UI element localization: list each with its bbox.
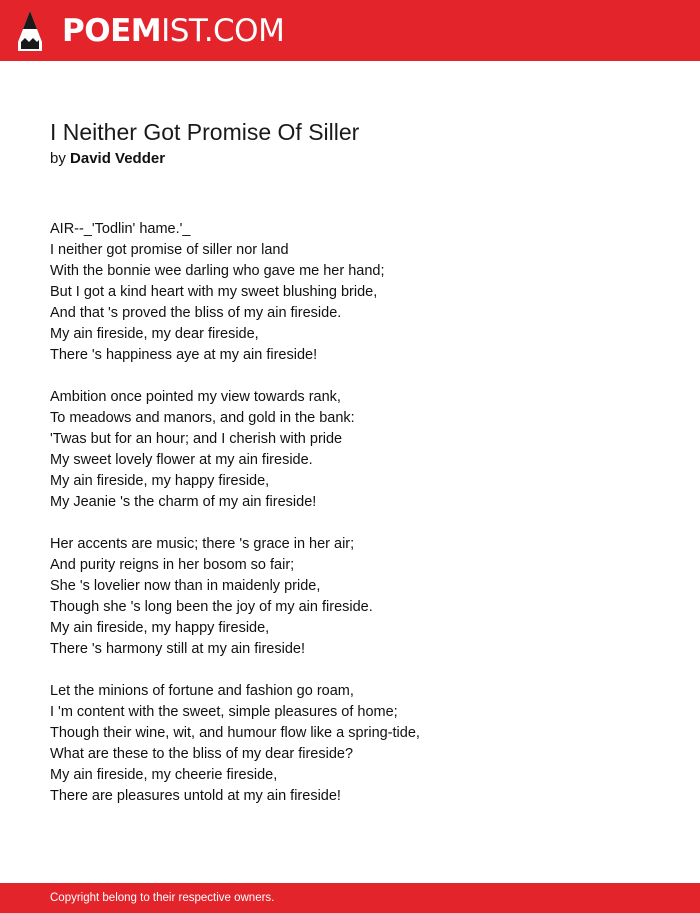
poem-line: AIR--_'Todlin' hame.'_: [50, 221, 191, 237]
poem-line: There 's happiness aye at my ain fireside!: [50, 347, 318, 363]
poem-line: To meadows and manors, and gold in the bank:: [50, 410, 355, 426]
poem-line: There are pleasures untold at my ain fireside!: [50, 788, 341, 804]
logo-text-light: IST.COM: [161, 13, 285, 49]
copyright-text: Copyright belong to their respective owners.: [50, 892, 275, 904]
poem-line: But I got a kind heart with my sweet blushing bride,: [50, 284, 378, 300]
poem-line: There 's harmony still at my ain fireside!: [50, 641, 305, 657]
logo-text-bold: POEM: [62, 13, 162, 49]
poem-stanza: [50, 387, 670, 513]
poem-line: My ain fireside, my happy fireside,: [50, 473, 270, 489]
poem-line: My sweet lovely flower at my ain fireside.: [50, 452, 313, 468]
poem-line: My Jeanie 's the charm of my ain fireside!: [50, 494, 317, 510]
poem-author: David Vedder: [70, 150, 166, 167]
poem-line: She 's lovelier now than in maidenly pride,: [50, 578, 321, 594]
poem-line: And that 's proved the bliss of my ain fireside.: [50, 305, 342, 321]
poem-line: Let the minions of fortune and fashion go roam,: [50, 683, 354, 699]
pencil-tip-icon[interactable]: [17, 10, 43, 52]
poem-line: My ain fireside, my cheerie fireside,: [50, 767, 278, 783]
poem-body: [50, 219, 670, 828]
poem-stanza: [50, 534, 670, 660]
poem-line: Ambition once pointed my view towards rank,: [50, 389, 341, 405]
poem-stanza: [50, 681, 670, 807]
poem-line: I neither got promise of siller nor land: [50, 242, 289, 258]
site-header: [0, 0, 700, 61]
poem-line: And purity reigns in her bosom so fair;: [50, 557, 295, 573]
poem-line: My ain fireside, my happy fireside,: [50, 620, 270, 636]
poem-line: With the bonnie wee darling who gave me her hand;: [50, 263, 385, 279]
poem-line: My ain fireside, my dear fireside,: [50, 326, 259, 342]
poem-line: Her accents are music; there 's grace in her air;: [50, 536, 355, 552]
poem-line: I 'm content with the sweet, simple pleasures of home;: [50, 704, 398, 720]
poem-line: Though their wine, wit, and humour flow like a spring-tide,: [50, 725, 420, 741]
poem-title: I Neither Got Promise Of Siller: [50, 119, 360, 145]
poem-line: Though she 's long been the joy of my ain fireside.: [50, 599, 373, 615]
poem-line: What are these to the bliss of my dear fireside?: [50, 746, 354, 762]
poem-byline: [50, 149, 165, 169]
site-logo[interactable]: [62, 12, 284, 50]
poem-stanza: [50, 219, 670, 366]
poem-line: 'Twas but for an hour; and I cherish with pride: [50, 431, 343, 447]
site-footer: [0, 883, 700, 913]
by-label: by: [50, 150, 66, 167]
